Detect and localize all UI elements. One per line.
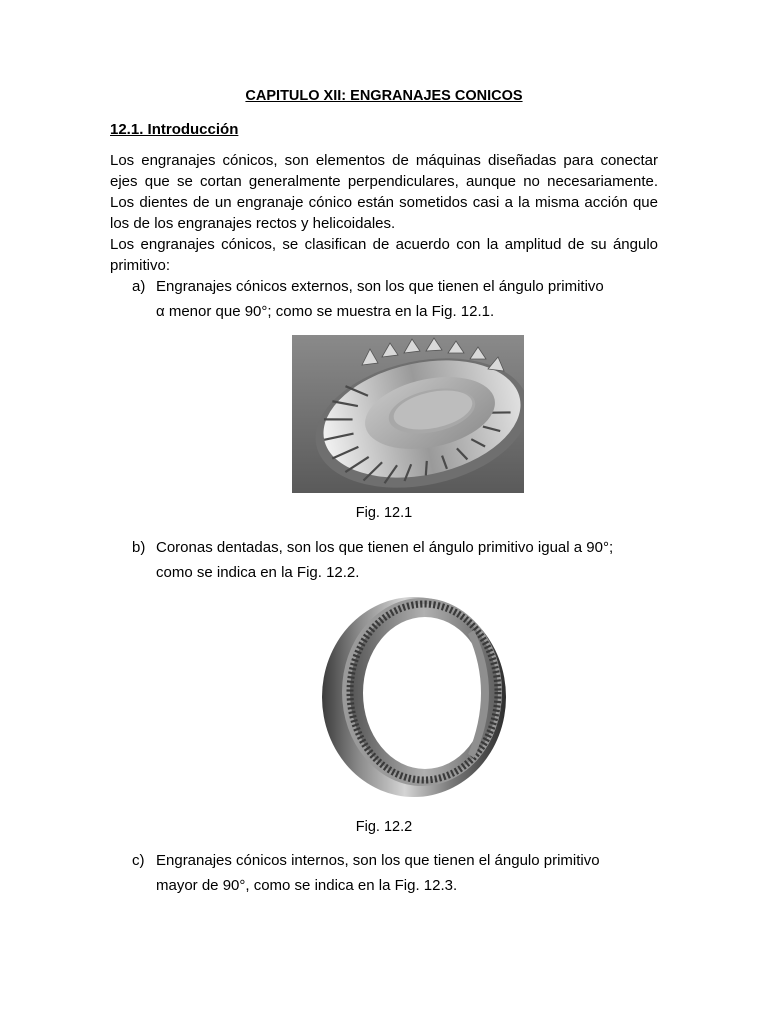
bevel-gear-image — [292, 335, 524, 493]
list-item-line1: Engranajes cónicos externos, son los que tienen el ángulo primitivo — [156, 278, 604, 295]
list-item-line1: Coronas dentadas, son los que tienen el ángulo primitivo igual a 90°; — [156, 539, 614, 556]
intro-paragraph: Los engranajes cónicos, son elementos de máquinas diseñadas para conectar ejes que se cortan generalmente perpendiculares, aunque no necesariamente. Los dientes de un engranaje cónico están sometidos casi a la misma acción que los de los engranajes rectos y helicoidales. — [110, 152, 658, 232]
list-item-line2: mayor de 90°, como se indica en la Fig. 12.3. — [156, 877, 458, 894]
figure-caption-12-1: Fig. 12.1 — [355, 505, 413, 521]
list-item-letter: a) — [132, 278, 146, 295]
chapter-title: CAPITULO XII: ENGRANAJES CONICOS — [245, 88, 523, 104]
list-item-line2: como se indica en la Fig. 12.2. — [156, 564, 360, 581]
list-item-line1: Engranajes cónicos internos, son los que tienen el ángulo primitivo — [156, 852, 600, 869]
classification-paragraph: Los engranajes cónicos, se clasifican de acuerdo con la amplitud de su ángulo primitivo: — [110, 236, 658, 274]
section-heading: 12.1. Introducción — [110, 121, 239, 138]
ring-gear-image — [308, 594, 508, 800]
list-item-letter: c) — [132, 852, 145, 869]
list-item-line2: α menor que 90°; como se muestra en la Fig. 12.1. — [156, 303, 495, 320]
list-item-letter: b) — [132, 539, 146, 556]
figure-caption-12-2: Fig. 12.2 — [355, 819, 413, 835]
